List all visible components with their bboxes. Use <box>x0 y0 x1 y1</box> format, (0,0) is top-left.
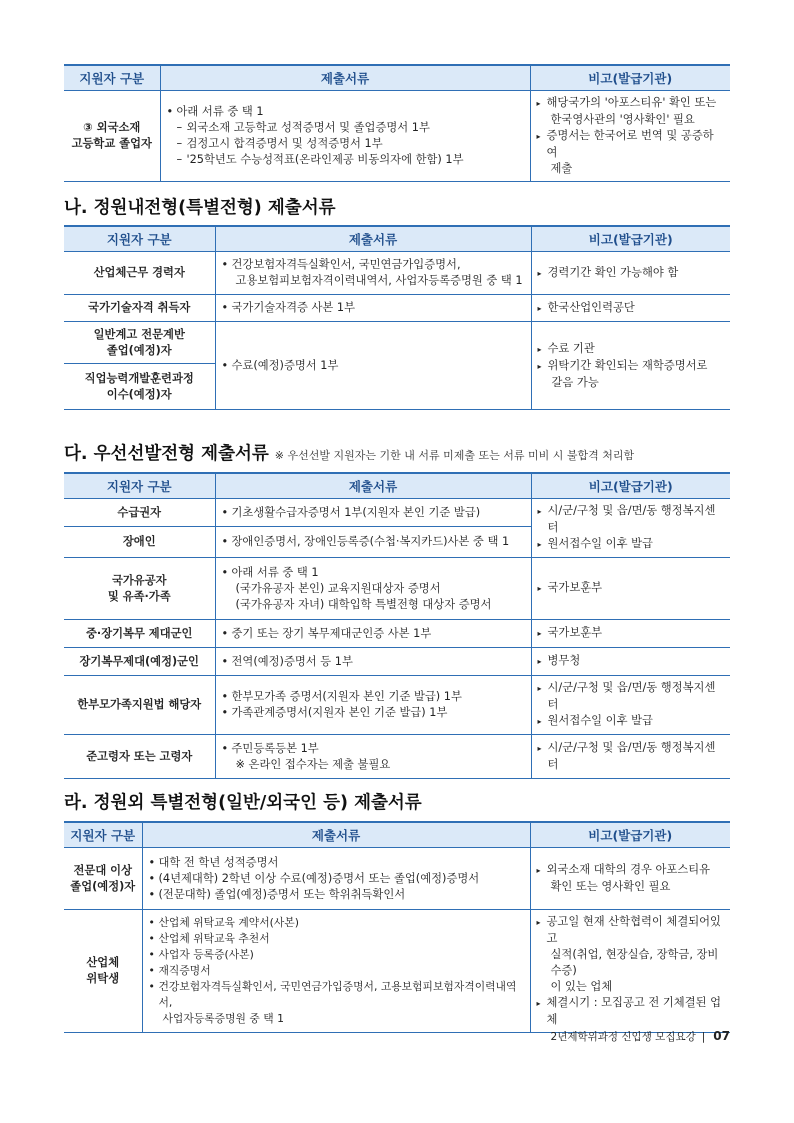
notes-cell: ▸ 한국산업인력공단 <box>531 295 730 322</box>
documents-cell: • 아래 서류 중 택 1 – 외국소재 고등학교 성적증명서 및 졸업증명서 1부 – 검정고시 합격증명서 및 성적증명서 1부 – '25학년도 수능성적표(온라인제공 비동의자에 한함) 1부 <box>160 91 530 182</box>
table-row <box>64 322 730 364</box>
applicant-cell: 장애인 <box>64 527 215 558</box>
notes-cell: ▸ 외국소재 대학의 경우 아포스티유 확인 또는 영사확인 필요 <box>530 848 730 910</box>
table-foreign-school <box>64 64 730 182</box>
notes-cell: ▸ 시/군/구청 및 읍/면/동 행정복지센터 ▸ 원서접수일 이후 발급 <box>531 499 730 558</box>
table-row <box>64 735 730 779</box>
applicant-cell: 중·장기복무 제대군인 <box>64 620 215 648</box>
header-applicant: 지원자 구분 <box>64 65 160 91</box>
notes-cell: ▸ 경력기간 확인 가능해야 함 <box>531 252 730 295</box>
documents-cell: • 대학 전 학년 성적증명서 • (4년제대학) 2학년 이상 수료(예정)증명서 또는 졸업(예정)증명서 • (전문대학) 졸업(예정)증명서 또는 학위취득확인서 <box>142 848 530 910</box>
applicant-cell: 산업체 위탁생 <box>64 910 142 1033</box>
header-documents: 제출서류 <box>215 226 531 252</box>
notes-cell: ▸ 수료 기관 ▸ 위탁기간 확인되는 재학증명서로 갈음 가능 <box>531 322 730 410</box>
documents-cell: • 국가기술자격증 사본 1부 <box>215 295 531 322</box>
header-notes: 비고(발급기관) <box>530 822 730 848</box>
table-row <box>64 558 730 620</box>
header-applicant: 지원자 구분 <box>64 226 215 252</box>
applicant-cell: ③ 외국소재 고등학교 졸업자 <box>64 91 160 182</box>
documents-cell: • 장애인증명서, 장애인등록증(수첩·복지카드)사본 중 택 1 <box>215 527 531 558</box>
documents-cell: • 기초생활수급자증명서 1부(지원자 본인 기준 발급) <box>215 499 531 527</box>
header-documents: 제출서류 <box>215 473 531 499</box>
section-title-priority: 다. 우선선발전형 제출서류 ※ 우선선발 지원자는 기한 내 서류 미제출 또는 서류 미비 시 불합격 처리함 <box>64 444 635 464</box>
table-extra-quota-admission <box>64 821 730 1033</box>
documents-cell: • 수료(예정)증명서 1부 <box>215 322 531 410</box>
documents-cell: • 전역(예정)증명서 등 1부 <box>215 648 531 676</box>
documents-cell: • 한부모가족 증명서(지원자 본인 기준 발급) 1부 • 가족관계증명서(지원자 본인 기준 발급) 1부 <box>215 676 531 735</box>
documents-cell: • 산업체 위탁교육 계약서(사본) • 산업체 위탁교육 추천서 • 사업자 등록증(사본) • 재직증명서 • 건강보험자격득실확인서, 국민연금가입증명서, 고용보험피보험자격이력내역서, 사업자등록증명원 중 택 1 <box>142 910 530 1033</box>
notes-cell: ▸ 시/군/구청 및 읍/면/동 행정복지센터 ▸ 원서접수일 이후 발급 <box>531 676 730 735</box>
page-number: 07 <box>713 1029 730 1043</box>
table-special-admission <box>64 225 730 410</box>
table-row <box>64 91 730 182</box>
table-row <box>64 620 730 648</box>
header-notes: 비고(발급기관) <box>531 473 730 499</box>
notes-cell: ▸ 국가보훈부 <box>531 620 730 648</box>
table-priority-admission <box>64 472 730 779</box>
applicant-cell: 일반계고 전문계반 졸업(예정)자 <box>64 322 215 364</box>
table-row <box>64 295 730 322</box>
applicant-cell: 전문대 이상 졸업(예정)자 <box>64 848 142 910</box>
footer-separator: | <box>701 1031 706 1043</box>
applicant-cell: 산업체근무 경력자 <box>64 252 215 295</box>
notes-cell: ▸ 국가보훈부 <box>531 558 730 620</box>
header-applicant: 지원자 구분 <box>64 822 142 848</box>
applicant-cell: 국가기술자격 취득자 <box>64 295 215 322</box>
documents-cell: • 아래 서류 중 택 1 (국가유공자 본인) 교육지원대상자 증명서 (국가유공자 자녀) 대학입학 특별전형 대상자 증명서 <box>215 558 531 620</box>
notes-cell: ▸ 공고일 현재 산학협력이 체결되어있고 실적(취업, 현장실습, 장학금, 장비수증) 이 있는 업체 ▸ 체결시기 : 모집공고 전 기체결된 업체 <box>530 910 730 1033</box>
header-notes: 비고(발급기관) <box>531 226 730 252</box>
applicant-cell: 직업능력개발훈련과정 이수(예정)자 <box>64 364 215 410</box>
documents-cell: • 중기 또는 장기 복무제대군인증 사본 1부 <box>215 620 531 648</box>
notes-cell: ▸ 병무청 <box>531 648 730 676</box>
table-row <box>64 252 730 295</box>
header-documents: 제출서류 <box>142 822 530 848</box>
section-title-extra-quota: 라. 정원외 특별전형(일반/외국인 등) 제출서류 <box>64 793 422 813</box>
section-note: ※ 우선선발 지원자는 기한 내 서류 미제출 또는 서류 미비 시 불합격 처리함 <box>274 449 635 462</box>
table-row <box>64 676 730 735</box>
footer-title: 2년제학위과정 신입생 모집요강 <box>550 1031 696 1043</box>
applicant-cell: 한부모가족지원법 해당자 <box>64 676 215 735</box>
page-footer <box>551 1029 730 1044</box>
applicant-cell: 준고령자 또는 고령자 <box>64 735 215 779</box>
table-row <box>64 848 730 910</box>
header-notes: 비고(발급기관) <box>530 65 730 91</box>
section-title-special: 나. 정원내전형(특별전형) 제출서류 <box>64 198 336 218</box>
notes-cell: ▸ 해당국가의 '아포스티유' 확인 또는 한국영사관의 '영사확인' 필요 ▸ 증명서는 한국어로 번역 및 공증하여 제출 <box>530 91 730 182</box>
header-documents: 제출서류 <box>160 65 530 91</box>
documents-cell: • 주민등록등본 1부 ※ 온라인 접수자는 제출 불필요 <box>215 735 531 779</box>
documents-cell: • 건강보험자격득실확인서, 국민연금가입증명서, 고용보험피보험자격이력내역서, 사업자등록증명원 중 택 1 <box>215 252 531 295</box>
table-row <box>64 499 730 527</box>
applicant-cell: 국가유공자 및 유족·가족 <box>64 558 215 620</box>
applicant-cell: 수급권자 <box>64 499 215 527</box>
header-applicant: 지원자 구분 <box>64 473 215 499</box>
table-row <box>64 910 730 1033</box>
notes-cell: ▸ 시/군/구청 및 읍/면/동 행정복지센터 <box>531 735 730 779</box>
table-row <box>64 648 730 676</box>
applicant-cell: 장기복무제대(예정)군인 <box>64 648 215 676</box>
